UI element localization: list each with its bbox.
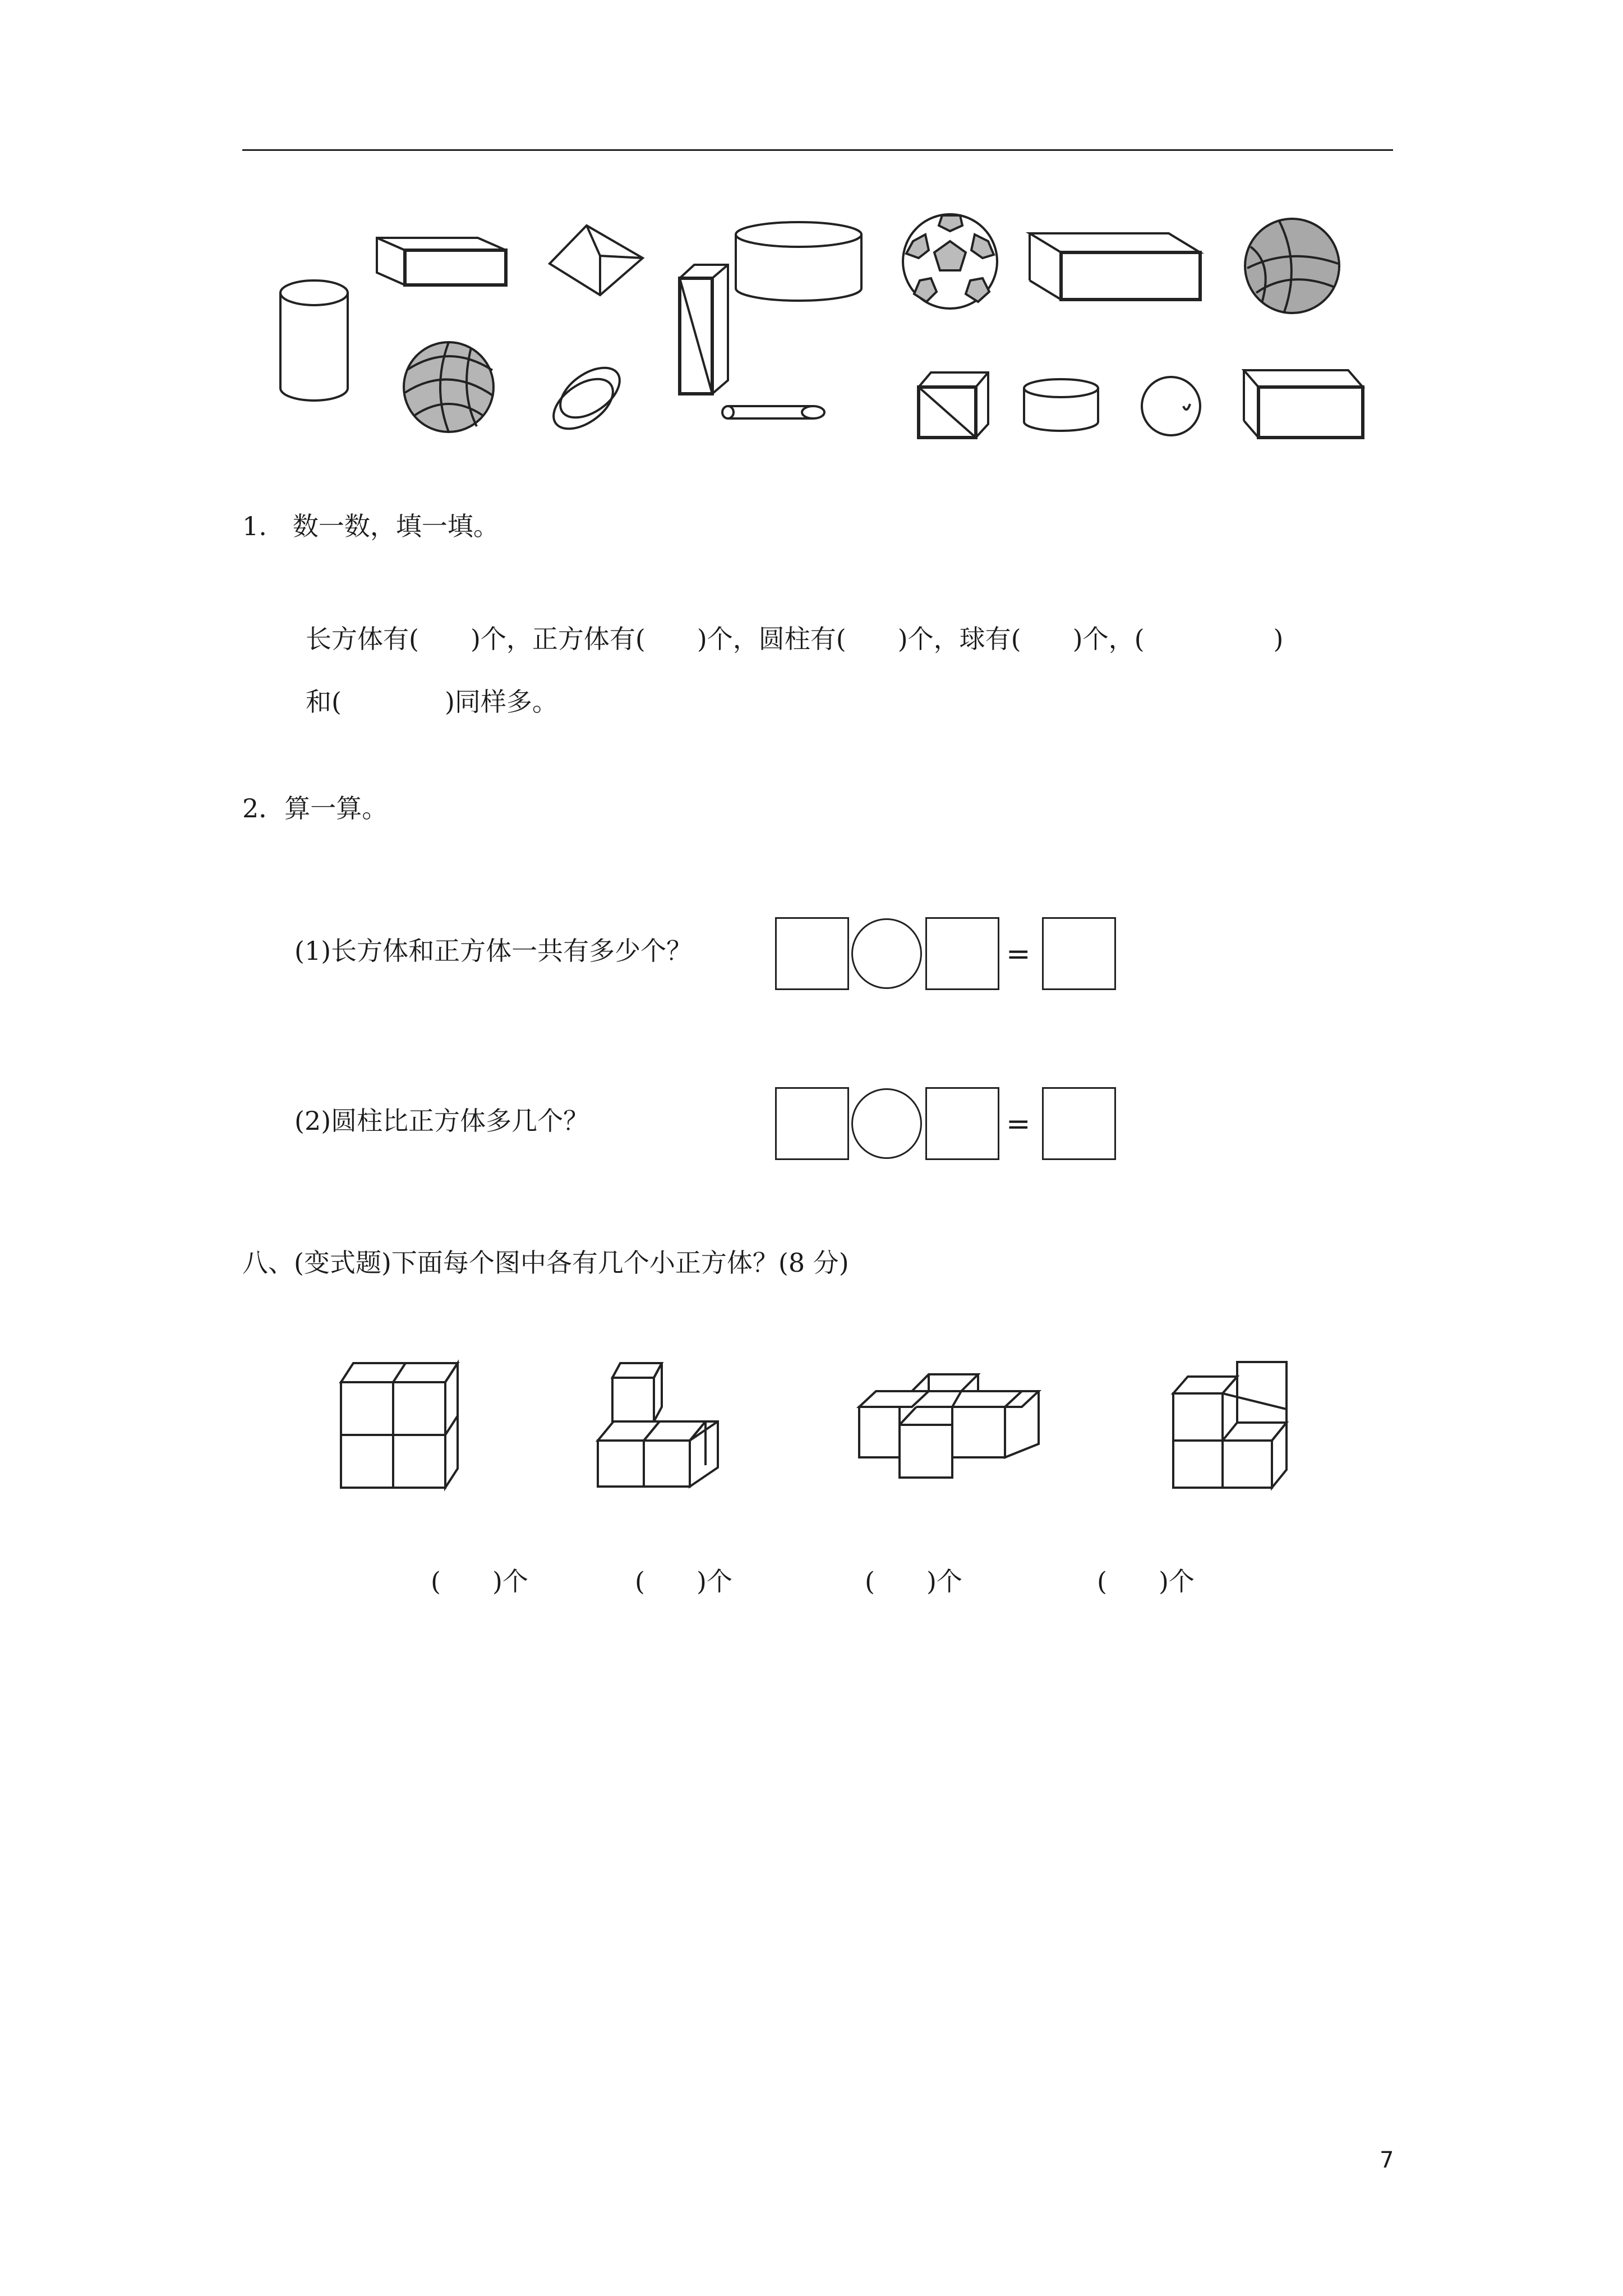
page-number: 7 <box>1380 2147 1394 2173</box>
cube-figure-2 <box>598 1363 718 1487</box>
q8-answer-3: ( )个 <box>865 1566 962 1596</box>
cube-figure-4 <box>1173 1362 1287 1488</box>
cube-figure-1 <box>341 1363 458 1488</box>
q2-sub1: (1)长方体和正方体一共有多少个？ <box>294 936 693 966</box>
q8-answer-2: ( )个 <box>635 1566 732 1596</box>
q8-title: 八、(变式题)下面每个图中各有几个小正方体？(8 分) <box>242 1248 849 1278</box>
q1-title: 1. 数一数，填一填。 <box>242 511 499 541</box>
q1-line2: 和( )同样多。 <box>306 687 558 717</box>
equals-sign: = <box>1006 937 1031 971</box>
q8-answer-1: ( )个 <box>431 1566 528 1596</box>
q2-title: 2．算一算。 <box>242 793 388 823</box>
equals-sign: = <box>1006 1107 1031 1141</box>
q8-answer-4: ( )个 <box>1097 1566 1195 1596</box>
q2-sub2: (2)圆柱比正方体多几个？ <box>294 1106 589 1136</box>
cube-figure-3 <box>859 1374 1039 1478</box>
q1-line1: 长方体有( )个，正方体有( )个，圆柱有( )个，球有( )个，( ) <box>306 624 1284 654</box>
